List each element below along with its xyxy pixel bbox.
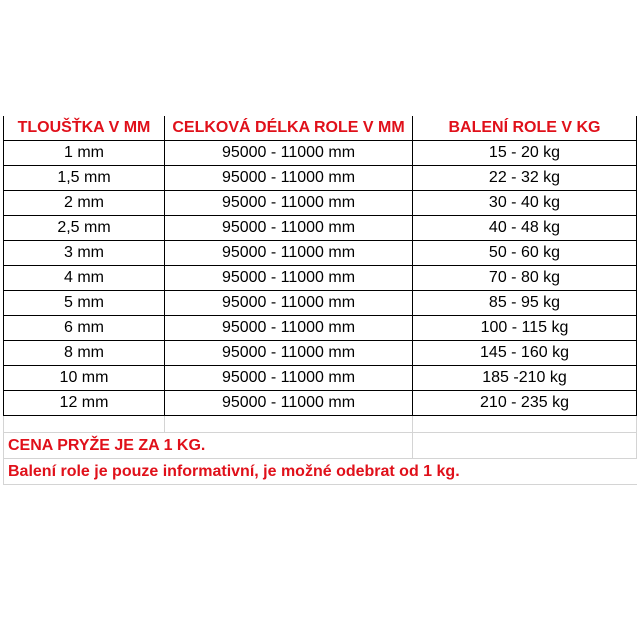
cell-roll-length[interactable]: 95000 - 11000 mm [165, 291, 413, 316]
cell-thickness[interactable]: 10 mm [4, 366, 165, 391]
cell-roll-weight[interactable]: 185 -210 kg [413, 366, 637, 391]
cell-thickness[interactable]: 4 mm [4, 266, 165, 291]
cell-roll-length[interactable]: 95000 - 11000 mm [165, 141, 413, 166]
table-row [4, 166, 637, 191]
cell-roll-length[interactable]: 95000 - 11000 mm [165, 366, 413, 391]
cell-roll-length[interactable]: 95000 - 11000 mm [165, 316, 413, 341]
table-row [4, 291, 637, 316]
cell-thickness[interactable]: 2 mm [4, 191, 165, 216]
cell-roll-weight[interactable]: 145 - 160 kg [413, 341, 637, 366]
note-row [4, 459, 637, 485]
cell-thickness[interactable]: 6 mm [4, 316, 165, 341]
cell-roll-length[interactable]: 95000 - 11000 mm [165, 391, 413, 416]
empty-cell[interactable] [413, 433, 637, 459]
cell-thickness[interactable]: 2,5 mm [4, 216, 165, 241]
cell-roll-length[interactable]: 95000 - 11000 mm [165, 216, 413, 241]
cell-roll-weight[interactable]: 70 - 80 kg [413, 266, 637, 291]
empty-cell[interactable] [4, 416, 165, 433]
table-row [4, 266, 637, 291]
table-row [4, 316, 637, 341]
table-row [4, 216, 637, 241]
table-row [4, 341, 637, 366]
table-row [4, 366, 637, 391]
cell-thickness[interactable]: 8 mm [4, 341, 165, 366]
table-row [4, 141, 637, 166]
cell-roll-weight[interactable]: 50 - 60 kg [413, 241, 637, 266]
cell-thickness[interactable]: 1,5 mm [4, 166, 165, 191]
cell-roll-weight[interactable]: 100 - 115 kg [413, 316, 637, 341]
header-roll-weight[interactable]: BALENÍ ROLE V KG [413, 116, 637, 141]
cell-roll-weight[interactable]: 85 - 95 kg [413, 291, 637, 316]
cell-roll-length[interactable]: 95000 - 11000 mm [165, 166, 413, 191]
price-note[interactable]: CENA PRYŽE JE ZA 1 KG. [4, 433, 413, 459]
table-row [4, 241, 637, 266]
roll-spec-table [3, 116, 637, 485]
cell-roll-weight[interactable]: 30 - 40 kg [413, 191, 637, 216]
cell-thickness[interactable]: 5 mm [4, 291, 165, 316]
cell-roll-weight[interactable]: 40 - 48 kg [413, 216, 637, 241]
table-row [4, 191, 637, 216]
cell-roll-length[interactable]: 95000 - 11000 mm [165, 341, 413, 366]
spreadsheet [3, 116, 636, 485]
cell-thickness[interactable]: 1 mm [4, 141, 165, 166]
table-row [4, 391, 637, 416]
cell-thickness[interactable]: 12 mm [4, 391, 165, 416]
empty-cell[interactable] [413, 416, 637, 433]
empty-row [4, 416, 637, 433]
cell-roll-weight[interactable]: 210 - 235 kg [413, 391, 637, 416]
cell-thickness[interactable]: 3 mm [4, 241, 165, 266]
cell-roll-weight[interactable]: 22 - 32 kg [413, 166, 637, 191]
cell-roll-length[interactable]: 95000 - 11000 mm [165, 241, 413, 266]
note-row [4, 433, 637, 459]
cell-roll-length[interactable]: 95000 - 11000 mm [165, 266, 413, 291]
packaging-note[interactable]: Balení role je pouze informativní, je možné odebrat od 1 kg. [4, 459, 637, 485]
cell-roll-weight[interactable]: 15 - 20 kg [413, 141, 637, 166]
header-row [4, 116, 637, 141]
empty-cell[interactable] [165, 416, 413, 433]
header-roll-length[interactable]: CELKOVÁ DÉLKA ROLE V MM [165, 116, 413, 141]
header-thickness[interactable]: TLOUŠŤKA V MM [4, 116, 165, 141]
cell-roll-length[interactable]: 95000 - 11000 mm [165, 191, 413, 216]
